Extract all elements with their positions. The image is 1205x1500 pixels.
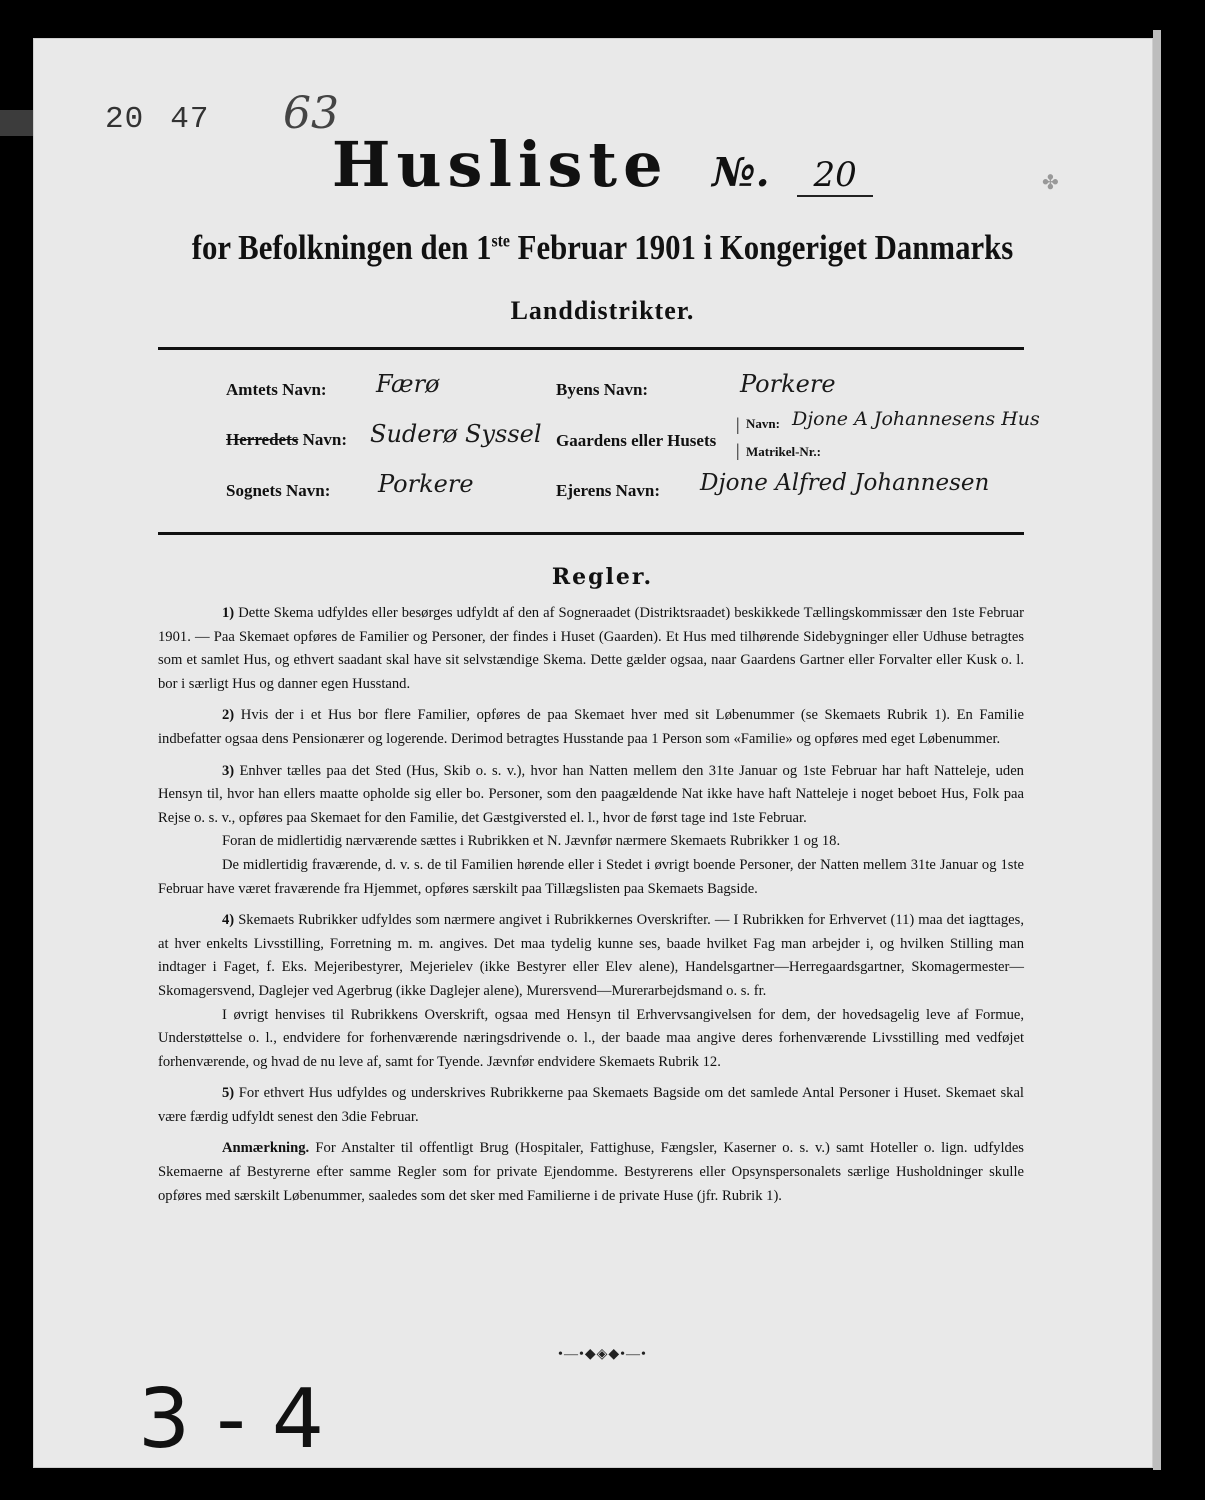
rule-number: 3) (222, 762, 235, 779)
subtitle-post: Februar 1901 i Kongeriget Danmarks (509, 228, 1014, 267)
brace-top: | (736, 414, 740, 434)
by-value[interactable]: Porkere (740, 370, 836, 398)
rule-number: 5) (222, 1085, 235, 1102)
page-edge (1153, 30, 1161, 1470)
subtitle-pre: for Befolkningen den 1 (191, 228, 492, 267)
note-text: For Anstalter til offentligt Brug (Hospitaler, Fattighuse, Fængsler, Kaserner o. s. v.) samt Hoteller o. lign. udfyldes Skemaerne af Bestyrerne efter samme Regler som for private Ejendomme. Bestyrerens eller Opsynspersonalets særlige Husholdninger skulle opføres med særskilt Løbenummer, saaledes som det sker med Familierne i de private Huse (jfr. Rubrik 1). (158, 1140, 1024, 1204)
rule-text: Dette Skema udfyldes eller besørges udfyldt af den af Sogneraadet (Distriktsraadet) beskikkede Tællingskommissær den 1ste Februar 1901. — Paa Skemaet opføres de Familier og Personer, der findes i Huset (Gaarden). Et Hus med tilhørende Sidebygninger eller Udhuse betragtes som et samlet Hus, og ethvert saadant skal have sit selvstændige Skema. Dette gælder ogsaa, naar Gaardens Gartner eller Forvalter eller Kusk o. l. bor i særligt Hus og danner egen Husstand. (158, 605, 1024, 692)
navn-label: Navn: (746, 416, 780, 431)
rule-paragraph (158, 1004, 1024, 1075)
by-label: Byens Navn: (556, 380, 649, 399)
amt-label: Amtets Navn: (226, 380, 327, 399)
rule-text: Foran de midlertidig nærværende sættes i Rubrikken et N. Jævnfør nærmere Skemaets Rubrikker 1 og 18. (222, 833, 841, 850)
rule-number: 4) (222, 912, 235, 929)
matrikel-label: Matrikel-Nr.: (746, 444, 821, 459)
amt-value[interactable]: Færø (376, 370, 440, 398)
sogn-label: Sognets Navn: (226, 481, 331, 500)
rule-text: I øvrigt henvises til Rubrikkens Overskrift, ogsaa med Hensyn til Erhvervsangivelsen for dem, der hovedsagelig leve af Formue, Understøttelse o. l., endvidere for forhenværende næringsdrivende o. l., der baade maa angive deres forhenværende Livsstilling med vedføjet forhenværende, og hvad de nu leve af, samt for Tyende. Jævnfør endvidere Skemaets Rubrik 12. (158, 1006, 1024, 1070)
rule-number: 1) (222, 605, 235, 621)
rule-paragraph (158, 830, 1024, 854)
ejer-value[interactable]: Djone Alfred Johannesen (700, 470, 990, 496)
note-paragraph (158, 1137, 1024, 1208)
top-divider (158, 347, 1024, 350)
subtitle-sup: ste (491, 230, 510, 251)
rule-number: 2) (222, 707, 235, 724)
fields-divider (158, 532, 1024, 535)
rules-heading: Regler. (551, 564, 654, 590)
rule-text: De midlertidig fraværende, d. v. s. de til Familien hørende eller i Stedet i øvrigt boende Personer, der Natten mellem 31te Januar og 1ste Februar have været fraværende fra Hjemmet, opføres særskilt paa Tillægslisten paa Skemaets Bagside. (158, 856, 1024, 897)
gaard-label: Gaardens eller Husets (556, 431, 717, 450)
ornament-divider-icon: •—•◆◈◆•—• (558, 1347, 647, 1362)
ejer-label: Ejerens Navn: (556, 481, 661, 500)
stamp-number-1: 20 (105, 102, 145, 137)
rule-text: Hvis der i et Hus bor flere Familier, opføres de paa Skemaet hver med sit Løbenummer (se Skemaets Rubrik 1). En Familie indbefatter ogsaa dens Pensionærer og logerende. Derimod betragtes Husstande paa 1 Person som «Familie» og opføres med eget Løbenummer. (158, 707, 1024, 747)
form-subtitle (72, 228, 1132, 268)
rule-text: For ethvert Hus udfyldes og underskrives Rubrikkerne paa Skemaets Bagside om det samlede Antal Personer i Huset. Skemaet skal være færdig udfyldt senest den 3die Februar. (158, 1085, 1024, 1125)
rule-paragraph (158, 909, 1024, 1003)
ink-smudge-icon: ✤ (1042, 172, 1059, 194)
herred-value[interactable]: Suderø Syssel (370, 420, 542, 448)
rule-text: Enhver tælles paa det Sted (Hus, Skib o. s. v.), hvor han Natten mellem den 31te Januar og 1ste Februar har haft Natteleje, uden Hensyn til, hvor han ellers maatte opholde sig eller bo. Personer, som den paagældende Nat ikke have haft Natteleje i noget beboet Hus, Folk paa Rejse o. s. v., opføres paa Skemaet for den Familie, det Gæstgiversted el. l., hvor de først tage ind 1ste Februar. (158, 762, 1024, 826)
rules-body (158, 602, 1024, 1208)
rule-paragraph (158, 602, 1024, 696)
rule-paragraph (158, 854, 1024, 901)
navn-value[interactable]: Djone A Johannesens Hus (792, 408, 1040, 430)
herred-struck-word: Herredets (226, 430, 299, 449)
house-number-field[interactable]: 20 (797, 155, 873, 197)
rule-paragraph (158, 760, 1024, 831)
handwritten-archive-number: 63 (283, 88, 339, 139)
note-label: Anmærkning. (222, 1140, 310, 1157)
sogn-value[interactable]: Porkere (378, 470, 474, 498)
rule-paragraph (158, 1082, 1024, 1129)
brace-bottom: | (736, 440, 740, 460)
stamp-number-2: 47 (170, 102, 210, 137)
herred-label-rest: Navn: (298, 430, 348, 449)
rule-paragraph (158, 704, 1024, 751)
number-label: №. (712, 149, 770, 196)
handwritten-bottom-note: 3 - 4 (138, 1372, 325, 1467)
rule-text: Skemaets Rubrikker udfyldes som nærmere angivet i Rubrikkernes Overskrifter. — I Rubrikken for Erhvervet (11) maa det iagttages, at hver enkelts Livsstilling, Forretning m. m. angives. Det maa tydelig kunne ses, baade hvilket Fag man arbejder i, og hvilken Stilling man indtager i Faget, f. Eks. Mejeribestyrer, Mejerielev (ikke Bestyrer eller Elev alene), Handelsgartner—Herregaardsgartner, Skomagermester—Skomagersvend, Daglejer ved Agerbrug (ikke Daglejer alene), Murersvend—Murerarbejdsmand o. s. fr. (158, 912, 1024, 999)
district-heading: Landdistrikter. (510, 296, 695, 325)
title-text: Husliste (331, 128, 669, 201)
herred-label (226, 430, 347, 450)
form-title (0, 128, 1205, 201)
